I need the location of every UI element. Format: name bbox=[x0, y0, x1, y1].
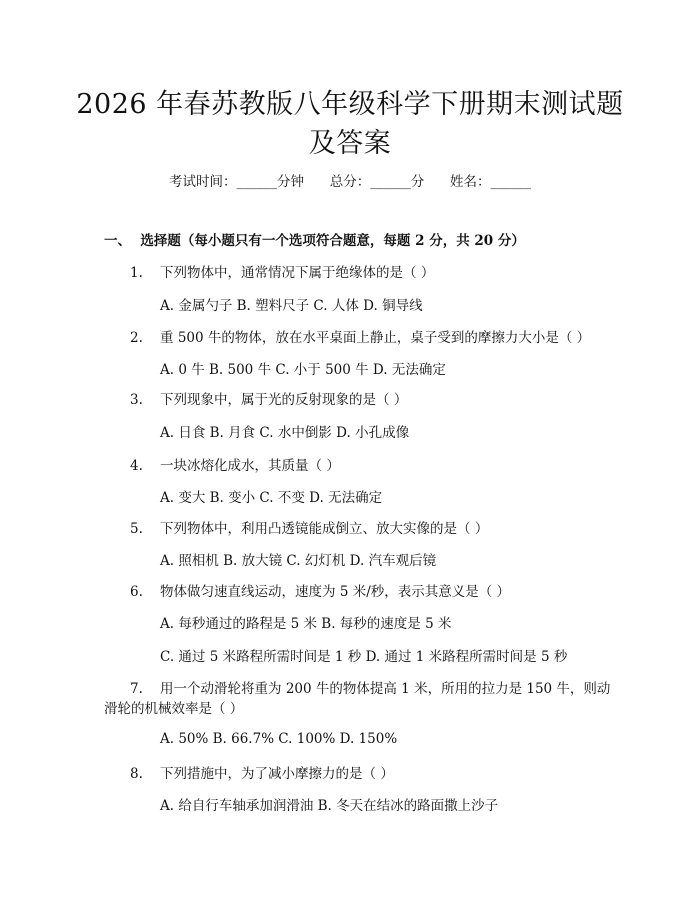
question-1-options: A. 金属勺子 B. 塑料尺子 C. 人体 D. 铜导线 bbox=[160, 298, 423, 314]
question-8-options: A. 给自行车轴承加润滑油 B. 冬天在结冰的路面撒上沙子 bbox=[160, 798, 499, 814]
question-6: 6. 物体做匀速直线运动，速度为 5 米/秒，表示其意义是（ ） bbox=[130, 584, 511, 600]
question-6-options-line2: C. 通过 5 米路程所需时间是 1 秒 D. 通过 1 米路程所需时间是 5 秒 bbox=[160, 649, 568, 665]
section-heading: 一、 选择题（每小题只有一个选项符合题意，每题 2 分，共 20 分） bbox=[104, 233, 525, 249]
question-7: 7. 用一个动滑轮将重为 200 牛的物体提高 1 米，所用的拉力是 150 牛，则动 bbox=[130, 681, 611, 697]
question-3: 3. 下列现象中，属于光的反射现象的是（ ） bbox=[130, 392, 408, 408]
question-6-options-line1: A. 每秒通过的路程是 5 米 B. 每秒的速度是 5 米 bbox=[160, 616, 452, 632]
question-8: 8. 下列措施中，为了减小摩擦力的是（ ） bbox=[130, 766, 394, 782]
question-4-options: A. 变大 B. 变小 C. 不变 D. 无法确定 bbox=[160, 490, 383, 506]
exam-info-line: 考试时间：______分钟 总分：______分 姓名：______ bbox=[169, 174, 531, 190]
question-5: 5. 下列物体中，利用凸透镜能成倒立、放大实像的是（ ） bbox=[130, 521, 489, 537]
question-1: 1. 下列物体中，通常情况下属于绝缘体的是（ ） bbox=[130, 265, 435, 281]
page-title: 2026 年春苏教版八年级科学下册期末测试题 bbox=[76, 89, 624, 120]
question-7-continued: 滑轮的机械效率是（ ） bbox=[104, 701, 244, 717]
question-2-options: A. 0 牛 B. 500 牛 C. 小于 500 牛 D. 无法确定 bbox=[160, 362, 446, 378]
question-7-options: A. 50% B. 66.7% C. 100% D. 150% bbox=[160, 731, 398, 747]
question-3-options: A. 日食 B. 月食 C. 水中倒影 D. 小孔成像 bbox=[160, 425, 410, 441]
question-2: 2. 重 500 牛的物体，放在水平桌面上静止，桌子受到的摩擦力大小是（ ） bbox=[130, 330, 591, 346]
page-title-continued: 及答案 bbox=[308, 128, 392, 159]
question-5-options: A. 照相机 B. 放大镜 C. 幻灯机 D. 汽车观后镜 bbox=[160, 553, 437, 569]
question-4: 4. 一块冰熔化成水，其质量（ ） bbox=[130, 458, 340, 474]
